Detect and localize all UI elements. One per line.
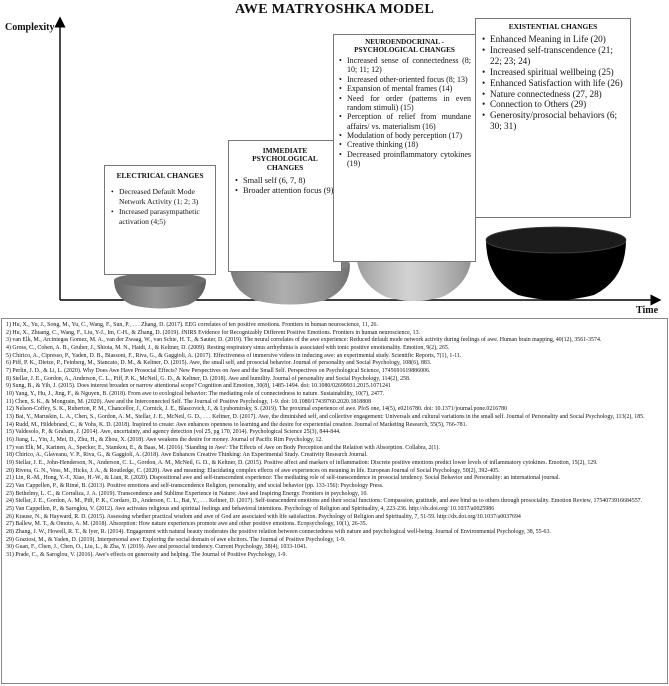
stage-list [481,34,625,132]
stage-item: • Decreased Default Mode Network Activity (1; 2; 3) [110,187,210,207]
reference-item: 26) Krause, N., & Hayward, R. D. (2015). Assessing whether practical wisdom and awe of God are associated with life satisfaction. Psychology of Religion and Spirituality, 7, 51-59. http://dx.doi.org/10.1037/a0037694 [6,513,521,520]
stage-item: • Broader attention focus (9) [234,186,336,197]
reference-item: 7) Perlin, J. D., & Li, L. (2020). Why Does Awe Have Prosocial Effects? New Perspectives on Awe and the Small Self. Perspectives on Psychological Science, 1745691619886006. [6,368,431,375]
references-list [6,322,663,559]
stage-item: • Creative thinking (18) [338,140,471,149]
bowl-rim [114,273,206,287]
reference-item: 25) Van Cappellen, P., & Saroglou, V. (2012). Awe activates religious and spiritual feelings and behavioral intentions. Psychology of Religion and Spirituality, 4, 223-236. http://dx.doi.org/ 10.1037/a0025986 [6,506,495,513]
reference-item: 15) Valdesolo, P., & Graham, J. (2014). Awe, uncertainty, and agency detection (vol 25, pg 170, 2014). Psychological Science 25(3), 844-844. [6,429,341,436]
reference-item: 30) Guan, F., Chen, J., Chen, O., Liu, L., & Zha, Y. (2019). Awe and prosocial tendency. Current Psychology, 38(4), 1033-1041. [6,544,308,551]
reference-item: 20) Rivera, G. N., Vess, M., Hicks, J. A., & Routledge, C. (2020). Awe and meaning: Elucidating complex effects of awe experiences on meaning in life. European Journal of Social Psychology, 50(2), 392-405. [6,467,500,474]
reference-item: 19) Stellar, J. E., John-Henderson, N., Anderson, C. L., Gordon, A. M., McNeil, G. D., & Keltner, D. (2015). Positive affect and markers of inflammation: Discrete positive emotions predict lower levels of inflammatory cytokines. Emotion, 15(2), 129. [6,460,598,467]
reference-item: 14) Rudd, M., Hildebrand, C., & Vohs, K. D. (2018). Inspired to create: Awe enhances openness to learning and the desire for experiential creation. Journal of Marketing Research, 55(5), 766-781. [6,421,468,428]
stage-title: IMMEDIATE PSYCHOLOGICAL CHANGES [252,146,318,172]
stage-item: • Expansion of mental frames (14) [338,84,471,93]
reference-item: 4) Gross, C., Cohen, A. B., Gruber, J., Shiota, M. N., Haidt, J., & Keltner, D. (2009). Resting respiratory sinus arrhythmia is associated with tonic positive emotionality. Emotion, 9(2), 265. [6,345,450,352]
stage-item: • Small self (6, 7, 8) [234,176,336,187]
reference-item: 27) Ballew, M. T., & Omoto, A. M. (2018). Absorption: How nature experiences promote awe and other positive emotions. Ecopsychology, 10(1), 26-35. [6,521,368,528]
references-panel [1,318,668,684]
x-axis-label: Time [636,305,659,316]
reference-item: 12) Nelson-Coffey, S. K., Ruberton, P. M., Chancellor, J., Cornick, J. E., Blascovich, J., & Lyubomirsky, S. (2019). The proximal experience of awe. PloS one, 14(5), e0216780. doi: 10.1371/journal.pone.0216780 [6,406,508,413]
reference-item: 2) Hu, X., Zhuang, C., Wang, F., Liu, Y-J., Im, C-H., & Zhang, D. (2019). fNIRS Evidence for Recognizably Different Positive Emotions. Frontiers in human neuroscience, 13. [6,329,420,336]
stage-title: ELECTRICAL CHANGES [116,171,204,180]
stage-item: • Increased self-transcendence (21; 22; 23; 24) [481,45,625,67]
reference-item: 23) Bethelmy, L. C., & Corraliza, J. A. (2019). Transcendence and Sublime Experience in Nature: Awe and Inspiring Energy. Frontiers in psychology, 10. [6,490,368,497]
diagram-title: AWE MATRYOSHKA MODEL [235,2,434,17]
reference-item: 13) Bai, Y., Maruskin, L. A., Chen, S., Gordon, A. M., Stellar, J. E., McNeil, G. D., . . . Keltner, D. (2017). Awe, the diminished self, and collective engagement: Universals and cultural variations in the small self. Journal of Personality and Social Psychology, 113(2), 185. [6,414,645,421]
reference-item: 17) van Elk, M., Karinen, A., Specker, E., Stamkou, E., & Baas, M. (2016). 'Standing in Awe': The Effects of Awe on Body Perception and the Relation with Absorption. Collabra, 2(1). [6,444,440,451]
stage-item: • Increased other-oriented focus (8; 13) [338,75,471,84]
reference-item: 5) Chirico, A., Cipresso, P., Yaden, D. B., Biassoni, F., Riva, G., & Gaggioli, A. (2017). Effectiveness of immersive videos in inducing awe: an experimental study. Scientific Reports, 7(1), 1-11. [6,352,462,359]
reference-item: 31) Prade, C., & Saroglou, V. (2016). Awe's effects on generosity and helping. The Journal of Positive Psychology, 1-9. [6,552,287,559]
reference-item: 10) Yang, Y., Hu, J., Jing, F., & Nguyen, B. (2018). From awe to ecological behavior: The mediating role of connectedness to nature. Sustainability, 10(7), 2477. [6,391,385,398]
stage-item: • Enhanced Satisfaction with life (26) [481,78,625,89]
stage-list [234,176,336,197]
reference-item: 9) Sung, B., & Yih, J. (2015). Does interest broaden or narrow attentional scope? Cognition and Emotion, 30(8), 1485-1494. doi: 10.1080/02699931.2015.1071241 [6,383,391,390]
stage-item: • Modulation of body perception (17) [338,131,471,140]
stage-list [110,187,210,226]
stage-box-neuro [333,34,476,262]
stage-item: • Nature connectedness (27, 28) [481,89,625,100]
stage-item: • Increased parasympathetic activation (4;5) [110,207,210,227]
reference-item: 8) Stellar, J. E., Gordon, A., Anderson, C. L., Piff, P. K., McNeil, G. D., & Keltner, D. (2018). Awe and humility. Journal of personality and Social Psychology, 114(2), 258. [6,375,411,382]
reference-item: 29) Graziosi, M., & Yaden, D. (2019). Interpersonal awe: Exploring the social domain of awe elicitors. The Journal of Positive Psychology, 1-9. [6,536,346,543]
reference-item: 1) Hu, X., Yu, J., Song, M., Yu, C., Wang, F., Sun, P., . . . Zhang, D. (2017). EEG correlates of ten positive emotions. Frontiers in human neuroscience, 11, 26. [6,322,378,328]
stage-box-immediate [228,140,342,272]
reference-item: 3) van Elk, M., Arciniegas Gomez, M. A., van der Zwaag, W., van Schie, H. T., & Sauter, D. (2019). The neural correlates of the awe experience: Reduced default mode network activity during feelings of awe. Human brain mapping, 40(12), 3561-3574. [6,337,602,344]
stage-title: NEUROENDOCRINAL - PSYCHOLOGICAL CHANGES [354,38,455,55]
bowl-rim [486,227,626,253]
stage-title: EXISTENTIAL CHANGES [508,22,598,31]
stage-item: • Increased sense of connectedness (8; 10; 11; 12) [338,56,471,75]
bowl-existential [486,227,626,300]
reference-item: 28) Zhang, J. W., Howell, R. T., & Iyer, R. (2014). Engagement with natural beauty moderates the positive relation between connectedness with nature and psychological well-being. Journal of Environmental Psychology, 38, 55-63. [6,529,551,536]
stage-list [338,56,471,168]
reference-item: 21) Lin, R.-M., Hong, Y.-J., Xiao, H.-W., & Lian, R. (2020). Dispositional awe and self-transcendent experience: The mediating role of self-transcendence in prosocial tendency. Social Behavior and Personality: an international journal. [6,475,561,482]
stage-item: • Perception of relief from mundane affairs/ vs. materialism (16) [338,112,471,131]
bowl-electrical [114,273,206,309]
reference-item: 6) Piff, P. K., Dietze, P., Feinberg, M., Stancato, D. M., & Keltner, D. (2015). Awe, the small self, and prosocial behavior. Journal of personality and Social Psychology, 108(6), 883. [6,360,432,367]
stage-item: • Generosity/prosocial behaviors (6; 30; 31) [481,110,625,132]
stage-box-electrical [104,165,216,275]
stage-item: • Increased spiritual wellbeing (25) [481,67,625,78]
y-axis-label: Complexity [5,22,55,33]
reference-item: 22) Van Cappellen, P., & Rimé, B. (2013). Positive emotions and self-transcendence Religion, personality, and social behavior (pp. 133-156): Psychology Press. [6,483,384,490]
stage-item: • Enhanced Meaning in Life (20) [481,34,625,45]
stage-item: • Need for order (patterns in even random stimuli) (15) [338,94,471,113]
stage-item: • Connection to Others (29) [481,99,625,110]
reference-item: 18) Chirico, A., Glaveanu, V. P., Riva, G., & Gaggioli, A. (2018). Awe Enhances Creative Thinking: An Experimental Study. Creativity Research Journal. [6,452,368,459]
reference-item: 11) Chen, S. K., & Mongrain, M. (2020). Awe and the Interconnected Self. The Journal of Positive Psychology, 1-9. doi: 10.1080/17439760.2020.1818808 [6,398,372,405]
stage-item: • Decreased proinflammatory cytokines (19) [338,150,471,169]
reference-item: 24) Stellar, J. E., Gordon, A. M., Piff, P. K., Cordaro, D., Anderson, C. L., Bai, Y., . . . Keltner, D. (2017). Self-transcendent emotions and their social functions: Compassion, gratitude, and awe bind us to others through prosociality. Emotion Review, 1754073916684557. [6,498,643,505]
stage-box-existential [475,18,631,218]
reference-item: 16) Jiang, L., Yin, J., Mei, D., Zhu, H., & Zhou, X. (2018). Awe weakens the desire for money. Journal of Pacific Rim Psychology, 12. [6,437,323,444]
